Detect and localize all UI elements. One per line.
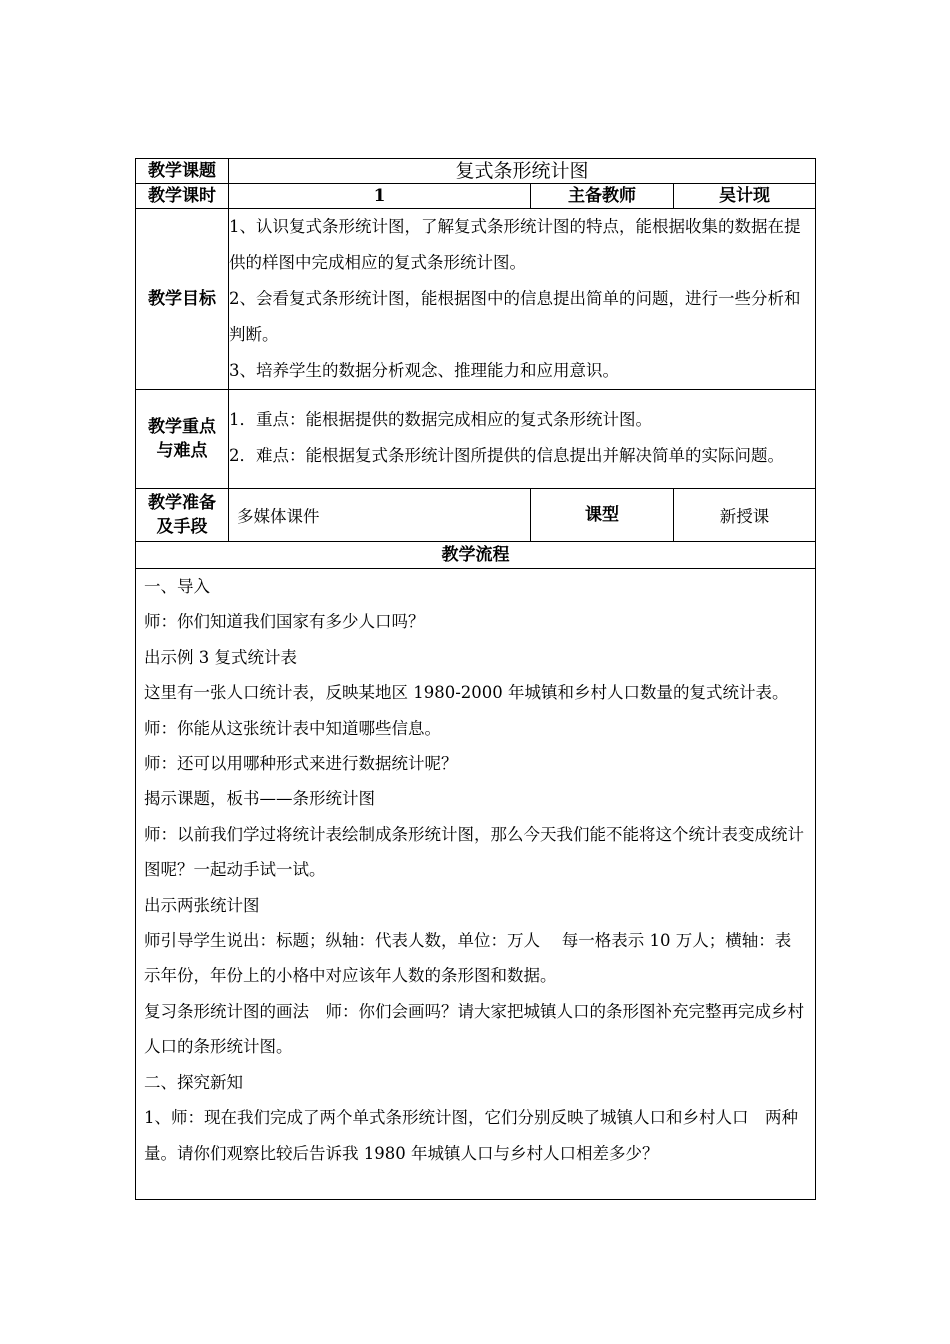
flow-line: 师：你们知道我们国家有多少人口吗？ (144, 612, 425, 632)
flow-line: 这里有一张人口统计表，反映某地区 1980-2000 年城镇和乡村人口数量的复式统计表。 (144, 683, 789, 703)
focus-content (229, 390, 816, 489)
flow-line: 出示例 3 复式统计表 (144, 647, 297, 667)
goal-item: 3、培养学生的数据分析观念、推理能力和应用意识。 (229, 361, 619, 380)
focus-row (136, 390, 816, 489)
prep-label-line2: 及手段 (156, 517, 208, 537)
flow-content (136, 569, 816, 1200)
flow-line: 师：以前我们学过将统计表绘制成条形统计图，那么今天我们能不能将这个统计表变成统计图呢？一起动手试一试。 (144, 824, 804, 880)
flow-heading: 教学流程 (136, 542, 816, 569)
period-row (136, 184, 816, 209)
lesson-type-label: 课型 (531, 489, 674, 542)
lesson-type-value: 新授课 (674, 489, 816, 542)
prep-row (136, 489, 816, 542)
flow-line: 师：你能从这张统计表中知道哪些信息。 (144, 718, 441, 738)
flow-line: 一、导入 (144, 577, 210, 596)
flow-line: 出示两张统计图 (144, 895, 260, 915)
lesson-plan-table (135, 158, 816, 1200)
prep-label-line1: 教学准备 (148, 493, 216, 513)
prep-value: 多媒体课件 (229, 489, 531, 542)
topic-value: 复式条形统计图 (229, 159, 816, 184)
prep-label (136, 489, 229, 542)
teacher-value: 吴计现 (674, 184, 816, 209)
focus-label-line1: 教学重点 (148, 417, 216, 437)
flow-line: 复习条形统计图的画法 师：你们会画吗？请大家把城镇人口的条形图补充完整再完成乡村人口的条形统计图。 (144, 1001, 804, 1057)
flow-line: 二、探究新知 (144, 1072, 243, 1092)
flow-line: 1、师：现在我们完成了两个单式条形统计图，它们分别反映了城镇人口和乡村人口 两种量。请你们观察比较后告诉我 1980 年城镇人口与乡村人口相差多少？ (144, 1108, 798, 1163)
goals-row (136, 209, 816, 390)
flow-heading-row (136, 542, 816, 569)
topic-row (136, 159, 816, 184)
flow-content-row (136, 569, 816, 1200)
teacher-label: 主备教师 (531, 184, 674, 209)
focus-label (136, 390, 229, 489)
goals-label: 教学目标 (136, 209, 229, 390)
period-label: 教学课时 (136, 184, 229, 209)
focus-item: 1．重点：能根据提供的数据完成相应的复式条形统计图。 (229, 410, 652, 429)
goal-item: 1、认识复式条形统计图，了解复式条形统计图的特点，能根据收集的数据在提供的样图中完成相应的复式条形统计图。 (229, 217, 801, 272)
flow-line: 师：还可以用哪种形式来进行数据统计呢？ (144, 754, 458, 774)
flow-line: 师引导学生说出：标题；纵轴：代表人数，单位：万人 每一格表示 10 万人；横轴：表示年份，年份上的小格中对应该年人数的条形图和数据。 (144, 931, 792, 986)
focus-item: 2．难点：能根据复式条形统计图所提供的信息提出并解决简单的实际问题。 (229, 446, 784, 465)
goals-content (229, 209, 816, 390)
goal-item: 2、会看复式条形统计图，能根据图中的信息提出简单的问题，进行一些分析和判断。 (229, 289, 801, 344)
flow-line: 揭示课题，板书——条形统计图 (144, 789, 375, 809)
period-value: 1 (229, 184, 531, 209)
topic-label: 教学课题 (136, 159, 229, 184)
focus-label-line2: 与难点 (156, 441, 208, 461)
